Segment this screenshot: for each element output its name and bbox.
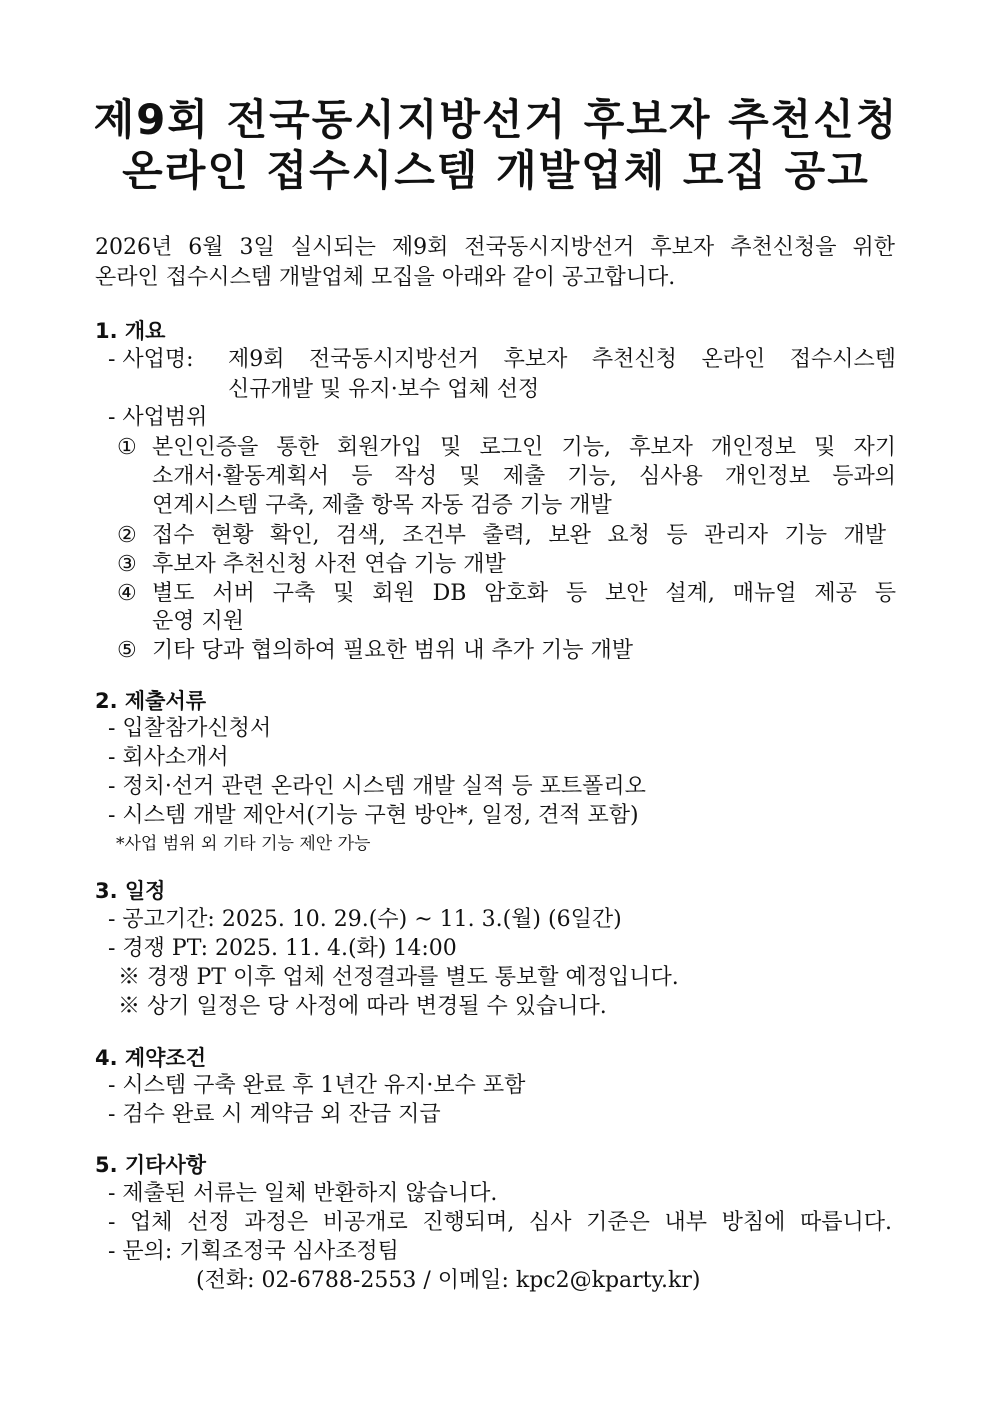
documents-item-4: - 시스템 개발 제안서(기능 구현 방안*, 일정, 견적 포함) xyxy=(108,803,639,828)
contact-info: (전화: 02-6788-2553 / 이메일: kpc2@kparty.kr) xyxy=(196,1268,701,1293)
project-name-line1: 제9회 전국동시지방선거 후보자 추천신청 온라인 접수시스템 xyxy=(228,347,896,372)
scope-item-2-line1: 접수 현황 확인, 검색, 조건부 출력, 보완 요청 등 관리자 기능 개발 xyxy=(152,523,886,548)
scope-item-4-line1: 별도 서버 구축 및 회원 DB 암호화 등 보안 설계, 매뉴얼 제공 등 xyxy=(152,581,896,606)
misc-item-3: - 문의: 기획조정국 심사조정팀 xyxy=(108,1239,399,1264)
contract-item-2: - 검수 완료 시 계약금 외 잔금 지급 xyxy=(108,1102,441,1127)
scope-label: - 사업범위 xyxy=(108,405,208,430)
documents-item-1: - 입찰참가신청서 xyxy=(108,716,272,741)
contract-item-1: - 시스템 구축 완료 후 1년간 유지·보수 포함 xyxy=(108,1073,526,1098)
scope-item-5-marker: ⑤ xyxy=(117,638,137,663)
documents-item-3: - 정치·선거 관련 온라인 시스템 개발 실적 등 포트폴리오 xyxy=(108,774,646,799)
schedule-note-1: ※ 경쟁 PT 이후 업체 선정결과를 별도 통보할 예정입니다. xyxy=(118,965,679,990)
scope-item-1-line2: 소개서·활동계획서 등 작성 및 제출 기능, 심사용 개인정보 등과의 xyxy=(152,464,896,489)
scope-item-3-marker: ③ xyxy=(117,552,137,577)
page-title-line2: 온라인 접수시스템 개발업체 모집 공고 xyxy=(122,146,870,195)
project-name-line2: 신규개발 및 유지·보수 업체 선정 xyxy=(228,377,540,402)
intro-line2: 온라인 접수시스템 개발업체 모집을 아래와 같이 공고합니다. xyxy=(95,265,676,290)
page-title-line1: 제9회 전국동시지방선거 후보자 추천신청 xyxy=(93,95,899,144)
scope-item-5-line1: 기타 당과 협의하여 필요한 범위 내 추가 기능 개발 xyxy=(152,638,633,663)
documents-item-2: - 회사소개서 xyxy=(108,745,229,770)
section-4-heading: 4. 계약조건 xyxy=(95,1046,207,1070)
schedule-item-1: - 공고기간: 2025. 10. 29.(수) ~ 11. 3.(월) (6일간) xyxy=(108,907,622,932)
documents-note: *사업 범위 외 기타 기능 제안 가능 xyxy=(116,834,371,854)
section-3-heading: 3. 일정 xyxy=(95,879,166,903)
scope-item-4-marker: ④ xyxy=(117,581,137,606)
project-name-label: - 사업명: xyxy=(108,347,194,372)
schedule-item-2: - 경쟁 PT: 2025. 11. 4.(화) 14:00 xyxy=(108,936,457,961)
section-1-heading: 1. 개요 xyxy=(95,319,166,343)
misc-item-2: - 업체 선정 과정은 비공개로 진행되며, 심사 기준은 내부 방침에 따릅니다. xyxy=(108,1210,892,1235)
intro-line1: 2026년 6월 3일 실시되는 제9회 전국동시지방선거 후보자 추천신청을 위한 xyxy=(95,235,895,260)
scope-item-2-marker: ② xyxy=(117,523,137,548)
scope-item-4-line2: 운영 지원 xyxy=(152,609,245,634)
section-5-heading: 5. 기타사항 xyxy=(95,1153,207,1177)
section-2-heading: 2. 제출서류 xyxy=(95,689,207,713)
scope-item-1-line1: 본인인증을 통한 회원가입 및 로그인 기능, 후보자 개인정보 및 자기 xyxy=(152,435,896,460)
misc-item-1: - 제출된 서류는 일체 반환하지 않습니다. xyxy=(108,1181,498,1206)
scope-item-1-marker: ① xyxy=(117,435,137,460)
schedule-note-2: ※ 상기 일정은 당 사정에 따라 변경될 수 있습니다. xyxy=(118,994,607,1019)
scope-item-1-line3: 연계시스템 구축, 제출 항목 자동 검증 기능 개발 xyxy=(152,493,612,518)
scope-item-3-line1: 후보자 추천신청 사전 연습 기능 개발 xyxy=(152,552,506,577)
